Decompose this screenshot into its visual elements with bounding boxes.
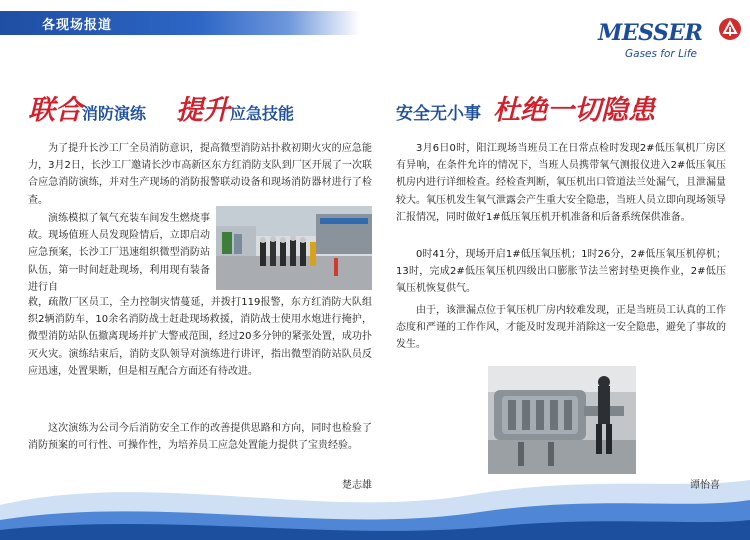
right-paragraph-1: 3月6日0时，阳江现场当班员工在日常点检时发现2#低压氧机厂房区有异响，在条件允许的情况下，当班人员携带氧气测报仪进入2#低压氧压机房内进行详细检查。经检查判断，氧压机出口管道法兰处漏气，且泄漏量较大。氧压机发生氧气泄露会产生重大安全隐患，当班人员立即向现场领导汇报情况，同时做好1#低压氧压机开机准备和后备系统保供准备。 [396, 143, 726, 223]
left-author: 楚志雄 [342, 480, 372, 491]
logo-tagline: Gases for Life [625, 48, 698, 60]
right-headline [396, 88, 655, 128]
top-bar [0, 0, 750, 60]
compressor-photo [488, 366, 636, 474]
left-article [28, 88, 372, 498]
logo-mark-icon [719, 18, 741, 40]
left-paragraph-3: 这次演练为公司今后消防安全工作的改善提供思路和方向，同时也检验了消防预案的可行性、可操作性，为培养员工应急处置能力提供了宝贵经验。 [28, 423, 372, 452]
logo-brand: MESSER [598, 20, 703, 46]
left-paragraph-2: 救，疏散厂区员工，全力控制灾情蔓延，并拨打119报警，东方红消防大队组织2辆消防车，10余名消防战士赶赴现场救援，消防战士使用水炮进行掩护，微型消防站队伍撤离现场并扩大警戒范围，经过20多分钟的紧张处置，成功扑灭火灾。演练结束后，消防支队领导对演练进行讲评，指出微型消防站队员反应迅速，处置果断，但是相互配合方面还有待改进。 [28, 297, 372, 377]
fire-drill-photo [216, 206, 372, 290]
left-paragraph-2-wrap: 演练模拟了氧气充装车间发生燃烧事故。现场值班人员发现险情后，立即启动应急预案，长沙工厂迅速组织微型消防站队伍，第一时间赶赴现场，利用现有装备进行自 [28, 213, 210, 293]
right-author: 谭怡喜 [690, 480, 720, 491]
left-headline-blue-2: 应急技能 [230, 104, 295, 123]
left-headline-red-1: 联合 [28, 95, 82, 126]
section-tag-label: 各现场报道 [42, 18, 113, 33]
right-paragraph-3: 由于，该泄漏点位于氧压机厂房内较难发现，正是当班员工认真的工作态度和严谨的工作作风，才能及时发现并消除这一安全隐患，避免了事故的发生。 [396, 305, 726, 351]
left-headline-red-2: 提升 [176, 95, 231, 126]
messer-logo [598, 18, 738, 62]
section-tag [0, 11, 360, 35]
left-headline [28, 88, 294, 128]
right-paragraph-2: 0时41分，现场开启1#低压氧压机；1时26分，2#低压氧压机停机；13时，完成2#低压氧压机四级出口膨胀节法兰密封垫更换作业，2#低压氧压机恢复供气。 [396, 249, 726, 295]
right-headline-blue: 安全无小事 [396, 104, 481, 124]
right-headline-red: 杜绝一切隐患 [493, 95, 655, 126]
left-paragraph-1: 为了提升长沙工厂全员消防意识，提高微型消防站扑救初期火灾的应急能力，3月2日，长沙工厂邀请长沙市高新区东方红消防支队到厂区开展了一次联合应急消防演练，并对生产现场的消防报警联动设备和现场消防器材进行了检查。 [28, 143, 372, 206]
left-headline-blue-1: 消防演练 [82, 104, 147, 123]
right-article [396, 88, 726, 498]
